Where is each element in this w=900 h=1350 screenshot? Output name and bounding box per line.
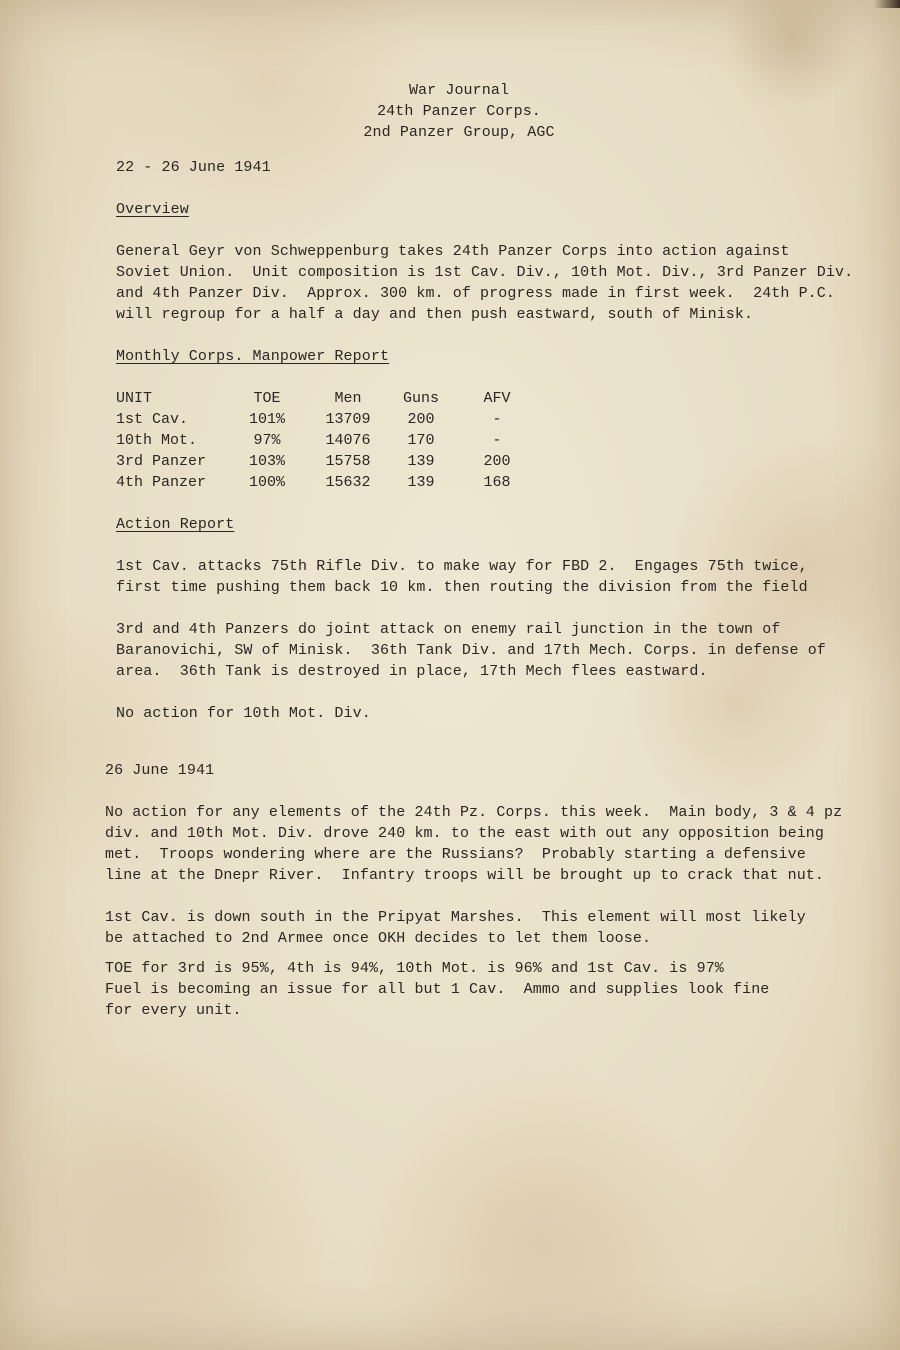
table-cell-toe: 100% [248, 474, 285, 491]
table-cell-guns: 200 [407, 411, 435, 428]
page-corner-shadow [874, 0, 900, 8]
overview-line: Soviet Union. Unit composition is 1st Cav. Div., 10th Mot. Div., 3rd Panzer Div. [116, 264, 854, 281]
entry2-line: be attached to 2nd Armee once OKH decides to let them loose. [105, 930, 652, 947]
table-cell-afv: - [492, 411, 502, 428]
entry2-line: TOE for 3rd is 95%, 4th is 94%, 10th Mot. is 96% and 1st Cav. is 97% [105, 960, 724, 977]
overview-line: General Geyr von Schweppenburg takes 24th Panzer Corps into action against [116, 243, 790, 260]
table-header-toe: TOE [253, 390, 281, 407]
entry2-line: line at the Dnepr River. Infantry troops will be brought up to crack that nut. [105, 867, 825, 884]
entry2-line: No action for any elements of the 24th Pz. Corps. this week. Main body, 3 & 4 pz [105, 804, 843, 821]
entry1-date: 22 - 26 June 1941 [116, 159, 271, 176]
table-cell-toe: 103% [248, 453, 285, 470]
table-header-unit: UNIT [116, 390, 153, 407]
table-cell-afv: 168 [483, 474, 511, 491]
overview-line: will regroup for a half a day and then push eastward, south of Minisk. [116, 306, 754, 323]
table-cell-men: 15758 [325, 453, 371, 470]
table-cell-toe: 101% [248, 411, 285, 428]
action-line: 1st Cav. attacks 75th Rifle Div. to make way for FBD 2. Engages 75th twice, [116, 558, 808, 575]
header-title: War Journal [408, 82, 510, 99]
table-cell-guns: 139 [407, 474, 435, 491]
action-line: first time pushing them back 10 km. then routing the division from the field [116, 579, 808, 596]
entry2-line: met. Troops wondering where are the Russians? Probably starting a defensive [105, 846, 806, 863]
table-cell-unit: 3rd Panzer [116, 453, 207, 470]
table-header-men: Men [334, 390, 362, 407]
action-line: area. 36th Tank is destroyed in place, 17th Mech flees eastward. [116, 663, 708, 680]
table-cell-toe: 97% [253, 432, 281, 449]
table-cell-guns: 139 [407, 453, 435, 470]
table-header-guns: Guns [402, 390, 439, 407]
table-cell-men: 14076 [325, 432, 371, 449]
manpower-heading: Monthly Corps. Manpower Report [116, 348, 390, 365]
table-cell-unit: 10th Mot. [116, 432, 198, 449]
overview-line: and 4th Panzer Div. Approx. 300 km. of progress made in first week. 24th P.C. [116, 285, 836, 302]
action-line: No action for 10th Mot. Div. [116, 705, 371, 722]
entry2-line: Fuel is becoming an issue for all but 1 Cav. Ammo and supplies look fine [105, 981, 770, 998]
entry2-line: div. and 10th Mot. Div. drove 240 km. to the east with out any opposition being [105, 825, 825, 842]
action-line: Baranovichi, SW of Minisk. 36th Tank Div. and 17th Mech. Corps. in defense of [116, 642, 826, 659]
header-group: 2nd Panzer Group, AGC [363, 124, 555, 141]
overview-heading: Overview [116, 201, 189, 218]
table-cell-unit: 1st Cav. [116, 411, 189, 428]
entry2-line: 1st Cav. is down south in the Pripyat Marshes. This element will most likely [105, 909, 806, 926]
table-header-afv: AFV [483, 390, 511, 407]
table-cell-unit: 4th Panzer [116, 474, 207, 491]
action-heading: Action Report [116, 516, 235, 533]
table-cell-guns: 170 [407, 432, 435, 449]
table-cell-men: 13709 [325, 411, 371, 428]
entry2-date: 26 June 1941 [105, 762, 215, 779]
header-corps: 24th Panzer Corps. [377, 103, 541, 120]
action-line: 3rd and 4th Panzers do joint attack on enemy rail junction in the town of [116, 621, 781, 638]
table-cell-men: 15632 [325, 474, 371, 491]
table-cell-afv: - [492, 432, 502, 449]
table-cell-afv: 200 [483, 453, 511, 470]
entry2-line: for every unit. [105, 1002, 242, 1019]
